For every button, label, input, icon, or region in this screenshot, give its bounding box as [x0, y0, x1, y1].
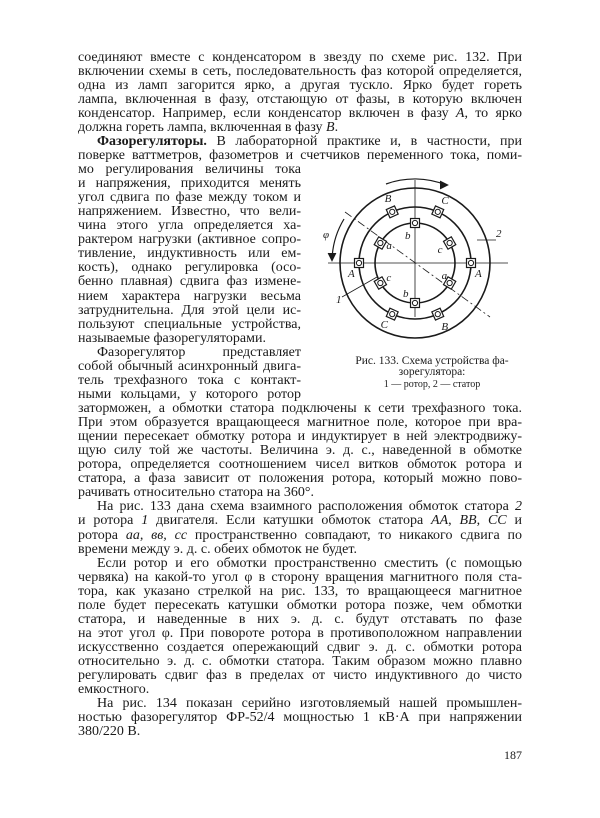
figure-caption-line1: Рис. 133. Схема устройства фа-: [355, 355, 509, 367]
text-line: лампа, включенная в фазу, отстающую от фазы, в которую включен: [78, 91, 522, 107]
text-run: и ротора: [78, 513, 142, 529]
text-line: ностью фазорегулятор ФР-52/4 мощностью 1 кВ·А при напряжении: [78, 710, 522, 726]
figure-caption-line2: зорегулятора:: [398, 366, 466, 378]
text-line: статора, и наведенные в них э. д. с. будут отставать по фазе: [78, 611, 522, 627]
text-line: рачивать относительно статора на 360°.: [78, 485, 314, 501]
text-line: чина этого угла определяется ха-: [78, 218, 301, 234]
text-line: [78, 513, 522, 528]
stator-coil-label: B: [384, 193, 392, 206]
text-line: относительно э. д. с. обмотки статора. Таким образом можно плавно: [78, 654, 522, 670]
text-line: кость), однако регулировка (осо-: [78, 260, 301, 276]
rotor-coil-label: c: [437, 244, 443, 256]
italic-symbol: аа, вв, сс: [125, 527, 188, 543]
text-run: ,: [448, 513, 460, 529]
text-line: статора, а фаза зависит от положения ротора, который можно пово-: [78, 471, 522, 487]
text-line: [78, 120, 522, 135]
text-run: ротора: [78, 527, 126, 543]
angle-arrowhead: [328, 253, 336, 261]
text-line: соединяют вместе с конденсатором в звезду по схеме рис. 132. При: [78, 49, 522, 65]
rotor-coil-label: b: [403, 288, 409, 300]
text-line: заторможен, а обмотки статора подключены к сети трехфазного тока.: [78, 401, 522, 416]
rotor-number-label: 1: [336, 294, 342, 306]
text-line: одна из ламп загорится ярко, а другая тускло. Ярко будет гореть: [78, 77, 522, 93]
coil-slot: [374, 277, 386, 289]
text-line: емкостного.: [78, 682, 150, 698]
coil-slot: [467, 259, 476, 268]
stator-coil-label: B: [441, 320, 449, 333]
rotation-arrow: [386, 179, 446, 185]
stator-coil-label: A: [348, 268, 355, 280]
text-run: ,: [476, 513, 488, 529]
coil-slot: [432, 206, 444, 218]
text-run: пространственно совпадают, то никакого сдвига по: [187, 527, 522, 543]
text-line: щую силу той же частоты. Величина э. д. с., наведенной в обмотке: [78, 443, 522, 459]
text-line: собой обычный асинхронный двига-: [78, 358, 301, 374]
italic-symbol: 1: [141, 513, 149, 529]
text-run: В лабораторной практике и, в частности, при: [206, 133, 522, 149]
text-run: двигателя. Если катушки обмоток статора: [148, 513, 432, 529]
coil-slot: [374, 237, 386, 249]
text-run: конденсатор. Например, если конденсатор включен в фазу: [78, 105, 456, 121]
text-run: , то ярко: [464, 105, 522, 121]
text-line: искусственно создается опережающий сдвиг э. д. с. обмотки ротора: [78, 640, 522, 656]
text-line: рактером нагрузки (активное сопро-: [78, 232, 301, 248]
text-line: напряжением. Известно, что вели-: [78, 204, 301, 220]
text-line: тора, как указано стрелкой на рис. 133, то вращающееся магнитное: [78, 583, 522, 599]
text-line: угол сдвига по фазе между током и: [78, 190, 301, 206]
page-number: 187: [504, 748, 522, 762]
figure-caption-line3: 1 — ротор, 2 — статор: [383, 379, 481, 390]
text-line: на этот угол φ. При повороте ротора в противоположном направлении: [78, 625, 522, 641]
coil-slot: [386, 206, 398, 218]
text-line: Фазорегулятор представляет: [97, 344, 301, 360]
rotor-coil-label: a: [441, 270, 448, 282]
text-line: [97, 134, 522, 149]
stator-coil-label: C: [380, 318, 388, 331]
text-line: Если ротор и его обмотки пространственно сместить (с помощью: [97, 555, 522, 571]
italic-symbol: BB: [459, 513, 477, 529]
bold-heading: Фазорегуляторы.: [97, 133, 207, 149]
coil-slot: [411, 219, 420, 228]
text-line: ротора, определяется соотношением чисел витков обмоток ротора и: [78, 457, 522, 473]
coil-slot: [432, 308, 444, 320]
rotor-coil-label: a: [386, 240, 392, 252]
text-line: тивление, индуктивность или ем-: [78, 246, 301, 262]
italic-symbol: CC: [487, 513, 507, 529]
rotation-arrowhead: [440, 181, 448, 189]
stator-coil-label: A: [475, 268, 482, 280]
text-line: включении схемы в сеть, последовательность фаз которой определяется,: [78, 63, 522, 79]
italic-symbol: 2: [515, 499, 522, 515]
text-line: щении пересекает обмотку ротора и индуктирует в ней электродвижу-: [78, 429, 522, 445]
text-line: называемые фазорегуляторами.: [78, 330, 266, 346]
italic-symbol: B: [326, 119, 335, 135]
coil-slot: [411, 299, 420, 308]
text-line: червяка) на какой-то угол φ в сторону вращения магнитного поля ста-: [78, 569, 522, 585]
stator-coil-label: C: [441, 195, 449, 208]
text-run: и: [506, 513, 522, 529]
text-line: тель трехфазного тока с контакт-: [78, 372, 301, 388]
text-line: поверке ваттметров, фазометров и счетчиков переменного тока, поми-: [78, 147, 522, 163]
text-line: [78, 528, 522, 543]
text-line: [97, 499, 522, 514]
text-line: 380/220 В.: [78, 724, 141, 740]
text-line: пользуют специальные устройства,: [78, 316, 301, 332]
text-line: ными кольцами, у которого ротор: [78, 386, 301, 402]
text-run: должна гореть лампа, включенная в фазу: [78, 119, 327, 135]
text-run: .: [334, 119, 339, 135]
text-line: При этом образуется вращающееся магнитное поле, которое при вра-: [78, 415, 522, 431]
italic-symbol: A: [455, 105, 465, 121]
coil-slot: [443, 237, 455, 249]
rotor-coil-label: b: [405, 230, 411, 242]
text-line: затруднительна. Для этой цели ис-: [78, 302, 301, 318]
rotor-coil-label: c: [386, 272, 392, 284]
text-line: [78, 106, 522, 121]
text-line: времени между э. д. с. обеих обмоток не будет.: [78, 541, 357, 557]
text-line: регулировать сдвиг фаз в пределах от чисто индуктивного до чисто: [78, 668, 522, 684]
angle-phi-label: φ: [323, 229, 330, 241]
text-run: На рис. 133 дана схема взаимного расположения обмоток статора: [97, 499, 515, 515]
stator-number-label: 2: [496, 228, 502, 240]
coil-slot: [355, 259, 364, 268]
italic-symbol: AA: [431, 513, 449, 529]
coil-slot: [386, 308, 398, 320]
text-line: и напряжения, приходится менять: [78, 176, 301, 192]
rotor-leader: [342, 277, 377, 297]
text-line: На рис. 134 показан серийно изготовляемый нашей промышлен-: [97, 696, 522, 712]
text-line: мо регулирования величины тока: [78, 161, 301, 177]
text-line: поле будет пересекать катушки обмотки ротора позже, чем обмотки: [78, 597, 522, 613]
text-line: нием характера нагрузки весьма: [78, 288, 301, 304]
text-line: бенно плавная) сдвига фаз измене-: [78, 274, 301, 290]
